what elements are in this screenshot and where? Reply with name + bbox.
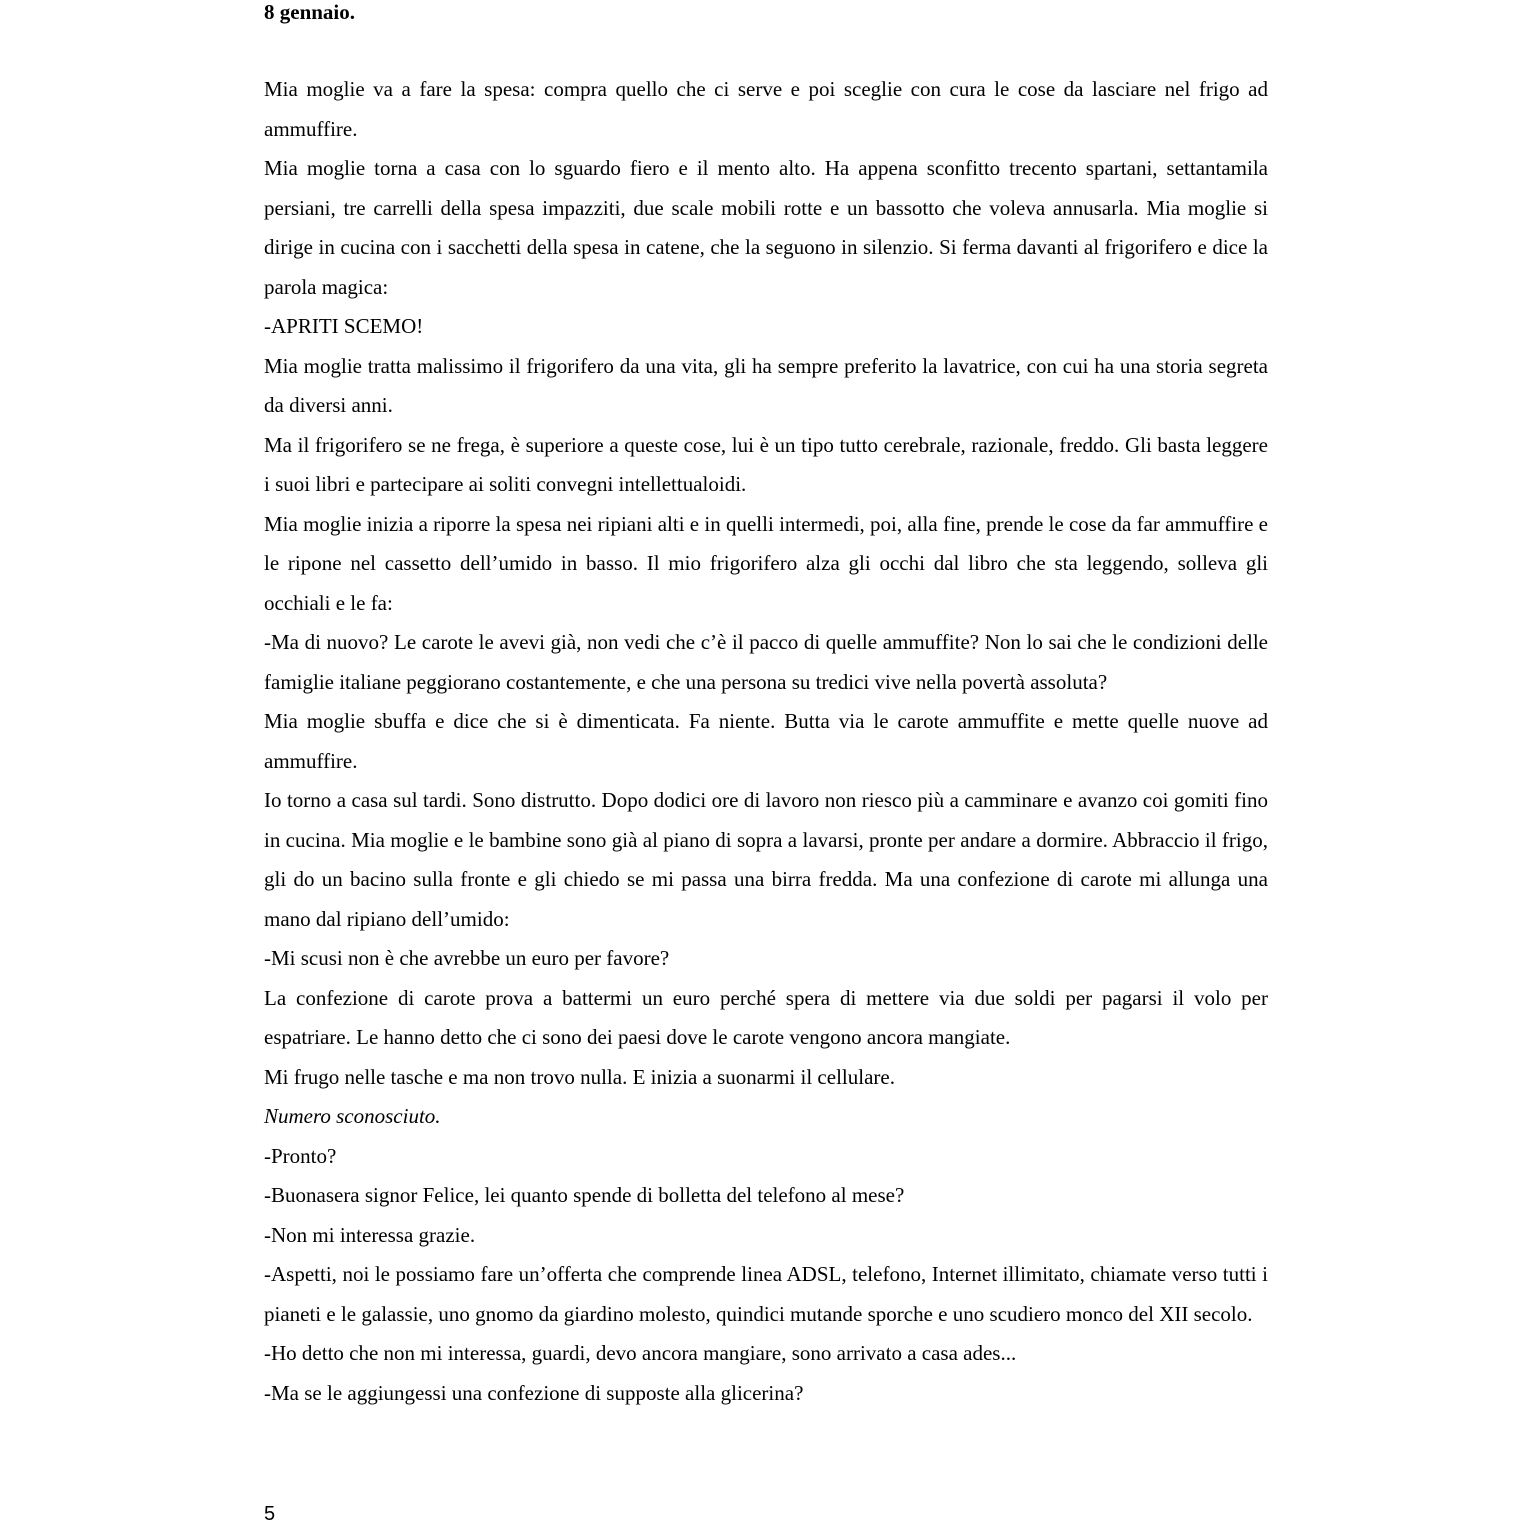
italic-line: Numero sconosciuto.: [264, 1104, 441, 1128]
dialogue-line: -Aspetti, noi le possiamo fare un’offerta che comprende linea ADSL, telefono, Internet illimitato, chiamate verso tutti i pianeti e le galassie, uno gnomo da giardino molesto, quindici mutande sporche e uno scudiero monco del XII secolo.: [264, 1262, 1268, 1326]
page-number: 5: [264, 1503, 276, 1525]
dialogue-line: -Ho detto che non mi interessa, guardi, devo ancora mangiare, sono arrivato a casa ades...: [264, 1341, 1017, 1365]
date-heading: 8 gennaio.: [264, 0, 356, 24]
dialogue-line: -Ma di nuovo? Le carote le avevi già, non vedi che c’è il pacco di quelle ammuffite? Non lo sai che le condizioni delle famiglie italiane peggiorano costantemente, e che una persona su tredici vive nella povertà assoluta?: [264, 630, 1268, 694]
paragraph: Mia moglie inizia a riporre la spesa nei ripiani alti e in quelli intermedi, poi, alla fine, prende le cose da far ammuffire e le ripone nel cassetto dell’umido in basso. Il mio frigorifero alza gli occhi dal libro che sta leggendo, solleva gli occhiali e le fa:: [264, 511, 1268, 615]
paragraph: Mia moglie sbuffa e dice che si è dimenticata. Fa niente. Butta via le carote ammuffite e mette quelle nuove ad ammuffire.: [264, 709, 1268, 773]
dialogue-line: -Mi scusi non è che avrebbe un euro per favore?: [264, 946, 670, 970]
dialogue-line: -Pronto?: [264, 1143, 337, 1168]
document-page: [264, 0, 1268, 1529]
dialogue-line: -Non mi interessa grazie.: [264, 1222, 476, 1247]
paragraph: La confezione di carote prova a battermi un euro perché spera di mettere via due soldi per pagarsi il volo per espatriare. Le hanno detto che ci sono dei paesi dove le carote vengono ancora mangiate.: [264, 985, 1268, 1049]
paragraph: Mi frugo nelle tasche e ma non trovo nulla. E inizia a suonarmi il cellulare.: [264, 1064, 895, 1089]
paragraph: Mia moglie torna a casa con lo sguardo fiero e il mento alto. Ha appena sconfitto trecento spartani, settantamila persiani, tre carrelli della spesa impazziti, due scale mobili rotte e un bassotto che voleva annusarla. Mia moglie si dirige in cucina con i sacchetti della spesa in catene, che la seguono in silenzio. Si ferma davanti al frigorifero e dice la parola magica:: [264, 156, 1268, 299]
paragraph: Io torno a casa sul tardi. Sono distrutto. Dopo dodici ore di lavoro non riesco più a camminare e avanzo coi gomiti fino in cucina. Mia moglie e le bambine sono già al piano di sopra a lavarsi, pronte per andare a dormire. Abbraccio il frigo, gli do un bacino sulla fronte e gli chiedo se mi passa una birra fredda. Ma una confezione di carote mi allunga una mano dal ripiano dell’umido:: [264, 788, 1268, 931]
dialogue-line: -Buonasera signor Felice, lei quanto spende di bolletta del telefono al mese?: [264, 1183, 905, 1207]
body-text: [264, 70, 1268, 1413]
paragraph: Ma il frigorifero se ne frega, è superiore a queste cose, lui è un tipo tutto cerebrale, razionale, freddo. Gli basta leggere i suoi libri e partecipare ai soliti convegni intellettualoidi.: [264, 432, 1268, 496]
dialogue-line: -APRITI SCEMO!: [264, 314, 424, 338]
dialogue-line: -Ma se le aggiungessi una confezione di supposte alla glicerina?: [264, 1380, 804, 1405]
paragraph: Mia moglie va a fare la spesa: compra quello che ci serve e poi sceglie con cura le cose da lasciare nel frigo ad ammuffire.: [264, 77, 1268, 141]
paragraph: Mia moglie tratta malissimo il frigorifero da una vita, gli ha sempre preferito la lavatrice, con cui ha una storia segreta da diversi anni.: [264, 353, 1268, 417]
